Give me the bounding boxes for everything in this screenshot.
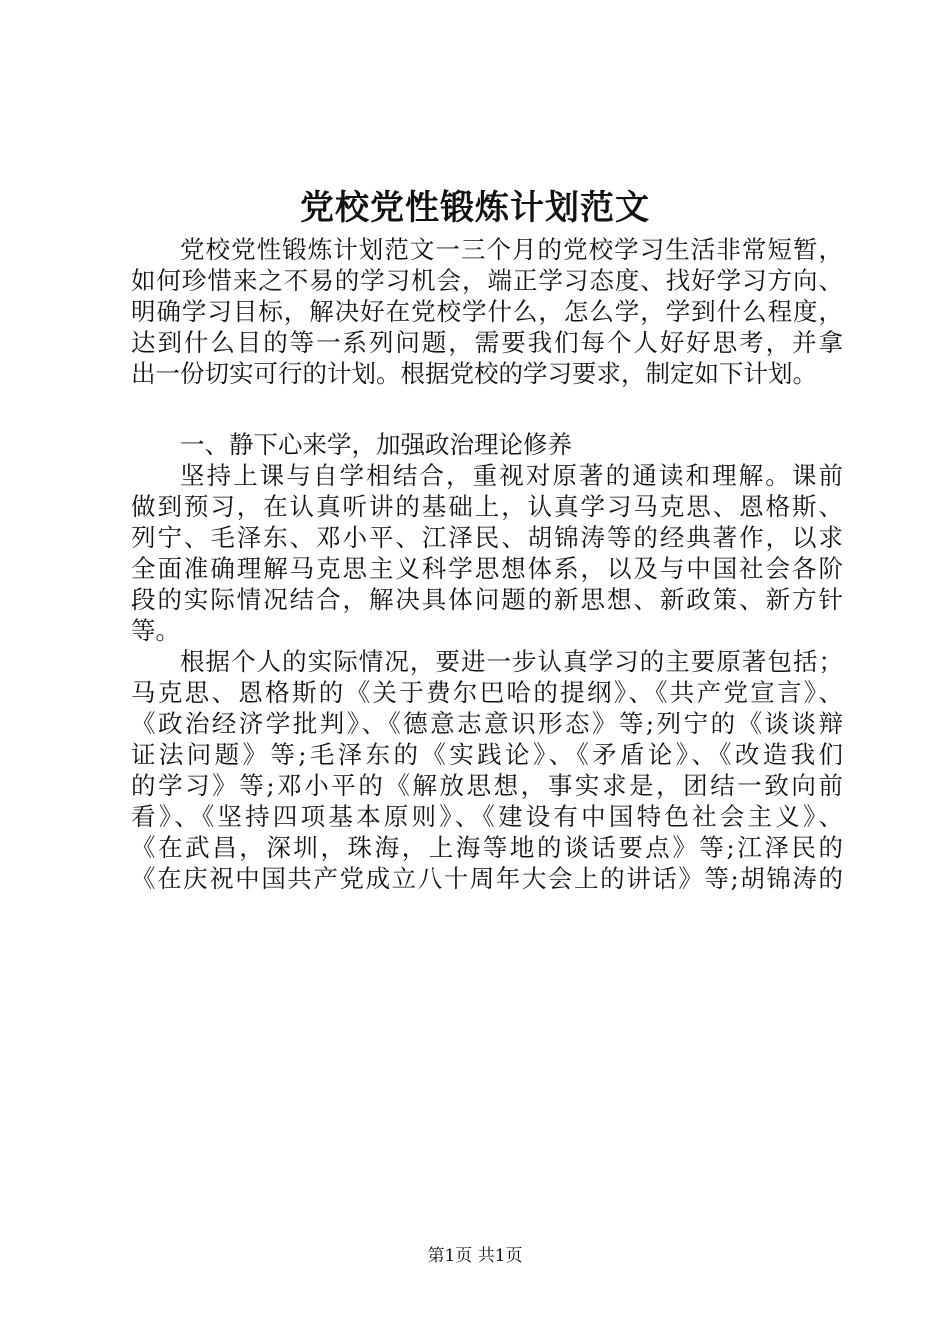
- section-heading-text: 一、静下心来学，加强政治理论修养: [180, 430, 572, 459]
- paragraph-line: 的学习》等;邓小平的《解放思想，事实求是，团结一致向前: [131, 771, 843, 800]
- paragraph-line: 看》、《坚持四项基本原则》、《建设有中国特色社会主义》、: [131, 802, 843, 831]
- section-heading: [131, 429, 843, 460]
- paragraph-intro: [131, 234, 843, 389]
- paragraph-study-method: [131, 460, 843, 646]
- paragraph-line: 达到什么目的等一系列问题，需要我们每个人好好思考，并拿: [131, 328, 843, 357]
- paragraph-line: 根据个人的实际情况，要进一步认真学习的主要原著包括；: [180, 647, 843, 676]
- paragraph-line: 做到预习，在认真听讲的基础上，认真学习马克思、恩格斯、: [131, 492, 843, 521]
- paragraph-line: 等。: [131, 616, 180, 645]
- paragraph-line: 党校党性锻炼计划范文一三个月的党校学习生活非常短暂，: [180, 235, 843, 264]
- paragraph-line: 全面准确理解马克思主义科学思想体系，以及与中国社会各阶: [131, 554, 843, 583]
- paragraph-line: 《政治经济学批判》、《德意志意识形态》等;列宁的《谈谈辩: [131, 709, 843, 738]
- paragraph-line: 证法问题》等;毛泽东的《实践论》、《矛盾论》、《改造我们: [131, 740, 843, 769]
- paragraph-line: 《在武昌，深圳，珠海，上海等地的谈话要点》等;江泽民的: [131, 833, 843, 862]
- page-footer: 第1页 共1页: [427, 1246, 523, 1266]
- paragraph-line: 列宁、毛泽东、邓小平、江泽民、胡锦涛等的经典著作，以求: [131, 523, 843, 552]
- paragraph-reading-list: [131, 646, 843, 894]
- document-body: [131, 234, 843, 894]
- document-title: 党校党性锻炼计划范文: [300, 188, 650, 228]
- paragraph-line: 段的实际情况结合，解决具体问题的新思想、新政策、新方针: [131, 585, 843, 614]
- paragraph-line: 出一份切实可行的计划。根据党校的学习要求，制定如下计划。: [131, 359, 817, 388]
- paragraph-line: 明确学习目标，解决好在党校学什么，怎么学，学到什么程度，: [131, 297, 843, 326]
- paragraph-line: 坚持上课与自学相结合，重视对原著的通读和理解。课前: [180, 461, 843, 490]
- paragraph-line: 《在庆祝中国共产党成立八十周年大会上的讲话》等;胡锦涛的: [131, 864, 843, 893]
- paragraph-spacer: [131, 389, 843, 429]
- paragraph-line: 如何珍惜来之不易的学习机会，端正学习态度、找好学习方向、: [131, 266, 843, 295]
- paragraph-line: 马克思、恩格斯的《关于费尔巴哈的提纲》、《共产党宣言》、: [131, 678, 843, 707]
